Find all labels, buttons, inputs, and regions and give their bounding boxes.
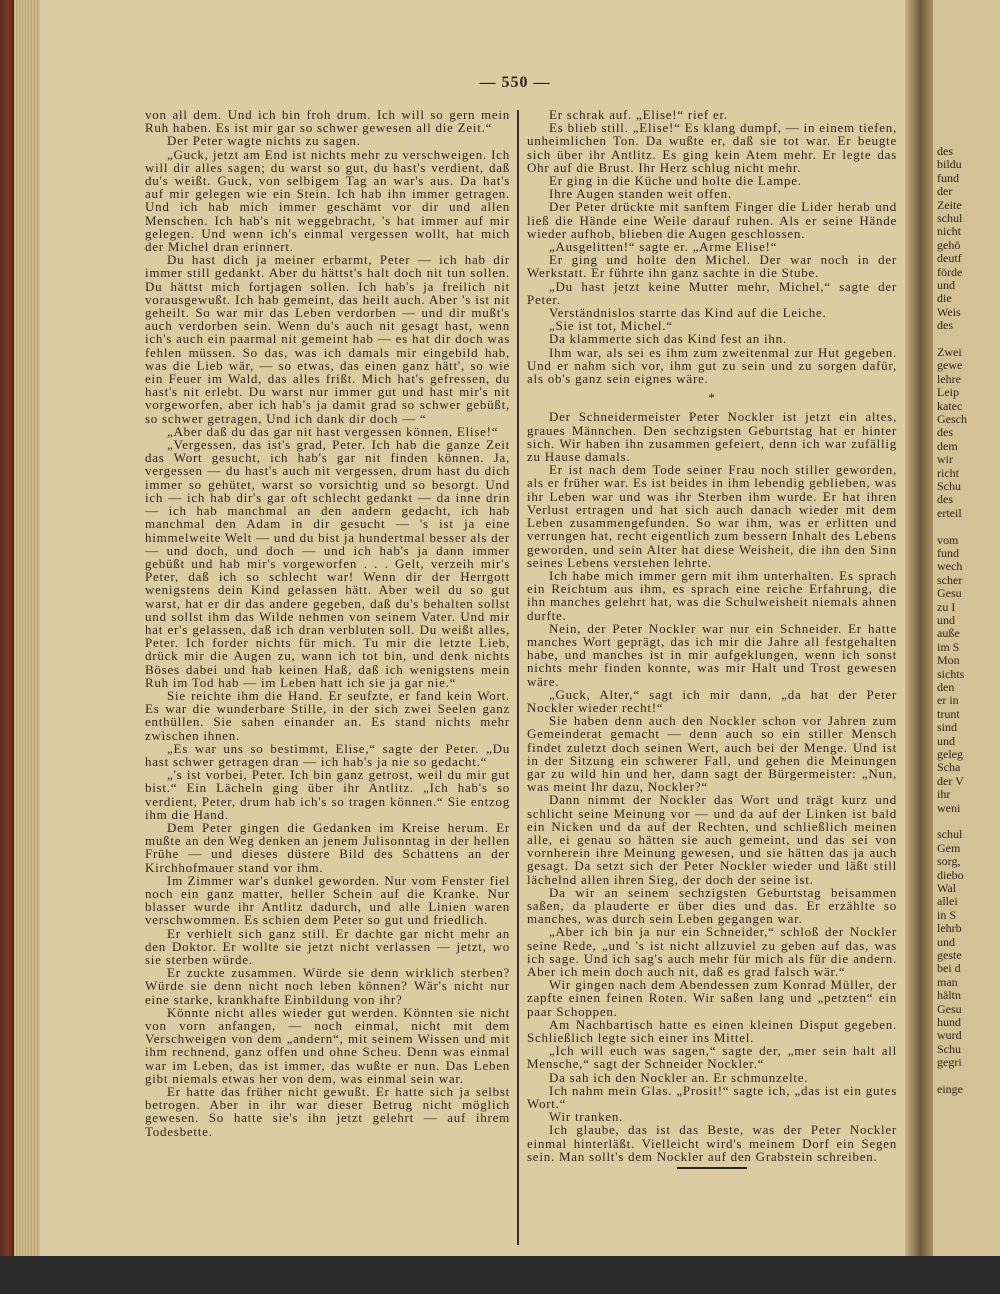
next-page-text-fragment: Scha <box>937 760 961 775</box>
paragraph: Ich habe mich immer gern mit ihm unterhalten. Es sprach ein Reichtum aus ihm, es sprach eine reiche Erfahrung, die ihn manches gelehrt hat, was die Schulweisheit niemals ahnen durfte. <box>527 567 897 623</box>
next-page-text-fragment: der V <box>937 773 964 788</box>
next-page-text-fragment: des <box>937 492 953 507</box>
next-page-text-fragment: dem <box>937 438 958 453</box>
next-page-edge <box>933 0 1000 1258</box>
next-page-text-fragment: wir <box>937 452 953 467</box>
page-number: — 550 — <box>479 74 551 91</box>
next-page-text-fragment: Leip <box>937 385 959 400</box>
next-page-text-fragment: des <box>937 318 953 333</box>
next-page-text-fragment: Gesu <box>937 586 962 601</box>
next-page-text-fragment: Gesu <box>937 1001 962 1016</box>
paragraph: Ihre Augen standen weit offen. <box>549 186 732 202</box>
next-page-text-fragment: und <box>937 934 955 949</box>
next-page-text-fragment: wurd <box>937 1028 962 1043</box>
paragraph: Verständnislos starrte das Kind auf die Leiche. <box>549 305 827 321</box>
paragraph: Ihm war, als sei es ihm zum zweitenmal zur Hut gegeben. Und er nahm sich vor, ihm gut zu sein und zu sorgen dafür, als ob's ganz sein eignes wäre. <box>527 344 897 387</box>
paragraph: „Du hast jetzt keine Mutter mehr, Michel,“ sagte der Peter. <box>527 278 897 307</box>
next-page-text-fragment: Wal <box>937 881 957 895</box>
paragraph: Er ging und holte den Michel. Der war noch in der Werkstatt. Er führte ihn ganz sachte in die Stube. <box>527 252 897 281</box>
next-page-text-fragment: man <box>937 974 958 989</box>
next-page-text-fragment: erteil <box>937 505 962 520</box>
next-page-text-fragment: gegri <box>937 1055 962 1070</box>
paragraph: „Ich will euch was sagen,“ sagte der, „mer sein halt all Mensche,“ sagt der Schneider Nockler.“ <box>527 1043 897 1072</box>
next-page-text-fragment: Gem <box>937 840 961 855</box>
paragraph: Im Zimmer war's dunkel geworden. Nur vom Fenster fiel noch ein ganz matter, heller Schein auf die Kranke. Nur blasser wurde ihr Antlitz dadurch, und alle Linien waren verschwommen. Es schien dem Peter so gut und friedlich. <box>145 872 510 928</box>
paragraph: Dem Peter gingen die Gedanken im Kreise herum. Er mußte an den Weg denken an jenem Julisonntag in der hellen Frühe — und dieses düstere Bild des Schattens an der Kirchhofmauer stand vor ihm. <box>145 819 510 875</box>
next-page-text-fragment: katec <box>937 398 963 413</box>
next-page-text-fragment: zu I <box>937 599 956 614</box>
paragraph: Der Peter wagte nichts zu sagen. <box>167 133 361 149</box>
paragraph: „Guck, Alter,“ sagt ich mir dann, „da hat der Peter Nockler wieder recht!“ <box>527 686 897 715</box>
paragraph: Nein, der Peter Nockler war nur ein Schneider. Er hatte manches Wort geprägt, das ich mir die Jahre all festgehalten habe, und manches ist in mir aufgeklungen, wenn ich sonst nichts mehr finden konnte, was mir Halt und Trost gewesen wäre. <box>527 620 897 689</box>
book-gutter <box>905 0 933 1294</box>
paragraph: „Es war uns so bestimmt, Elise,“ sagte der Peter. „Du hast schwer getragen dran — ich hab's ja nie so gedacht.“ <box>145 740 510 769</box>
next-page-text-fragment: hältn <box>937 988 961 1003</box>
next-page-text-fragment: allei <box>937 894 958 909</box>
next-page-text-fragment: gewe <box>937 358 963 373</box>
paragraph: Da klammerte sich das Kind fest an ihn. <box>549 331 787 347</box>
next-page-text-fragment: im S <box>937 639 960 654</box>
paragraph: von all dem. Und ich bin froh drum. Ich will so gern mein Ruh haben. Es ist mir gar so schwer gewesen all die Zeit.“ <box>145 107 510 136</box>
paragraph: Der Peter drückte mit sanftem Finger die Lider herab und ließ die Hände eine Weile darauf ruhen. Als er seine Hände wieder aufhob, blieben die Augen geschlossen. <box>527 199 897 241</box>
next-page-text-fragment: trunt <box>937 706 960 721</box>
next-page-text-fragment: und <box>937 613 955 627</box>
next-page-text-fragment: weni <box>937 800 961 815</box>
next-page-text-fragment: scher <box>937 572 963 587</box>
next-page-text-fragment: einge <box>937 1082 963 1096</box>
scan-background <box>0 1256 1000 1294</box>
next-page-text-fragment: auße <box>937 626 960 641</box>
paragraph: Sie haben denn auch den Nockler schon vor Jahren zum Gemeinderat gemacht — denn auch so ein stiller Mensch findet zuletzt doch seinen Wert, auch bei der Menge. Und ist in der Sitzung ein schwerer Fall, und gehen die Meinungen gar zu wild hin und her, dann sagt der Bürgermeister: „Nun, was meint Ihr dazu, Nockler?“ <box>527 713 897 795</box>
next-page-text-fragment: sichts <box>937 666 965 681</box>
book-binding <box>0 0 14 1294</box>
next-page-text-fragment: Gesch <box>937 412 967 426</box>
paragraph: Du hast dich ja meiner erbarmt, Peter — ich hab dir immer still gedankt. Aber du hättst's halt doch nit tun sollen. Du hättst mich fortjagen sollen. Ich hab's ja freilich nit vorausgewußt. Ich hab gemeint, das heilt auch. Aber 's ist nit geheilt. So war mir das Leben verdorben — und dir mußt's auch verdorben sein. Wenn du's auch nit gesagt hast, wenn ich's auch ein paarmal nit gemeint hab — es hat dir doch was fehlen müssen. So das, was ich damals mir eingebild hab, was die Lieb wär, — so etwas, das einen ganz hätt', so wie ein Feuer im Wald, das alles frißt. Mich hat's gefressen, du hast's nit erlebt. Du warst nur immer gut und hast mir's nit vorgeworfen, aber ich hab's ja damit grad so schwer gebüßt, so schwer getragen, Und ich dank dir doch — “ <box>145 252 510 426</box>
next-page-text-fragment: Zeite <box>937 197 962 212</box>
next-page-text-fragment: geleg <box>937 747 963 761</box>
paragraph: Es blieb still. „Elise!“ Es klang dumpf, — in einem tiefen, unheimlichen Ton. Da wußte er, daß sie tot war. Er beugte sich über ihr Antlitz. Es ging kein Atem mehr. Er legte das Ohr auf die Brust. Ihr Herz schlug nicht mehr. <box>527 120 897 175</box>
next-page-text-fragment: die <box>937 291 952 306</box>
next-page-text-fragment: sorg, <box>937 854 961 869</box>
next-page-text-fragment: nicht <box>937 224 961 239</box>
paragraph: Ich glaube, das ist das Beste, was der Peter Nockler einmal hinterläßt. Vielleicht wird's meinem Dorf ein Segen sein. Man sollt's dem Nockler auf den Grabstein schreiben. <box>527 1122 897 1164</box>
paragraph: Wir tranken. <box>549 1109 624 1125</box>
next-page-text-fragment: diebo <box>937 867 964 882</box>
paragraph: Er zuckte zusammen. Würde sie denn wirklich sterben? Würde sie denn nicht noch leben können? Wär's nicht nur eine starke, krankhafte Einbildung von ihr? <box>145 965 510 1007</box>
paragraph: Da sah ich den Nockler an. Er schmunzelte. <box>549 1069 809 1085</box>
next-page-text-fragment: geste <box>937 948 962 962</box>
next-page-text-fragment: lehrb <box>937 921 962 936</box>
paragraph: „Aber daß du das gar nit hast vergessen können, Elise!“ <box>167 423 499 439</box>
next-page-text-fragment: gehö <box>937 237 961 252</box>
next-page-text-fragment: Schu <box>937 479 961 493</box>
right-column <box>527 108 897 1169</box>
next-page-text-fragment: Schu <box>937 1041 961 1056</box>
paragraph: „Guck, jetzt am End ist nichts mehr zu verschweigen. Ich will dir alles sagen; du warst so gut, du hast's verdient, daß du's weißt. Guck, von selbigem Tag an war's aus. Da hat's auf mir gelegen wie ein Stein. Ich hab ihn immer getragen. Und ich hab mich immer geschämt vor dir und allen Menschen. Ich hab's nit weggebracht, 's hat immer auf mir gelegen. Und wenn ich's einmal vergessen wollt, hat mich der Michel dran erinnert. <box>145 146 510 255</box>
next-page-text-fragment: sind <box>937 720 958 735</box>
next-page-text-fragment: vom <box>937 532 959 547</box>
next-page-text-fragment: deutf <box>937 251 962 266</box>
next-page-text-fragment: ihr <box>937 787 951 802</box>
next-page-text-fragment: den <box>937 680 955 694</box>
paragraph: „Aber ich bin ja nur ein Schneider,“ schloß der Nockler seine Rede, „und 's ist nicht allzuviel zu geben auf das, was ich sage. Und ich sag's auch mehr für mich als für die andern. Aber ich mein doch auch nit, daß es grad falsch wär.“ <box>527 924 897 979</box>
paragraph: Sie reichte ihm die Hand. Er seufzte, er fand kein Wort. Es war die wunderbare Stille, in der sich zwei Seelen ganz enthüllen. Sie sahen einander an. Es stand nichts mehr zwischen ihnen. <box>145 687 510 743</box>
paragraph: Er ist nach dem Tode seiner Frau noch stiller geworden, als er früher war. Es ist beides in ihm lebendig geblieben, was ihr Leben war und was ihr Sterben ihm wurde. Er hat ihren Verlust ertragen und hat sich auch danach wieder mit dem Leben zusammengefunden. So war ihm, was er erlitten und verrungen hat, recht eigentlich zum bessern Inhalt des Lebens geworden, und sein Alter hat diese Weisheit, die ihn den Sinn seines Lebens verstehen lehrte. <box>527 462 897 570</box>
paragraph: Ich nahm mein Glas. „Prosit!“ sagte ich, „das ist ein gutes Wort.“ <box>527 1082 897 1112</box>
next-page-text-fragment: wech <box>937 559 963 574</box>
next-page-text-fragment: in S <box>937 907 957 922</box>
next-page-text-fragment: Zwei <box>937 345 962 359</box>
next-page-text-fragment: schul <box>937 827 963 842</box>
next-page-text-fragment: und <box>937 733 955 748</box>
end-of-story-rule <box>677 1167 747 1169</box>
left-column <box>145 108 510 1138</box>
right-column-part-1 <box>527 108 897 385</box>
next-page-text-fragment: des <box>937 425 953 440</box>
paragraph: Könnte nicht alles wieder gut werden. Könnten sie nicht von vorn anfangen, — noch einmal, nicht mit dem Verschweigen von dem „andern“, mit seinem Wissen und mit ihm rechnend, ganz offen und ohne Scheu. Denn was einmal war im Leben, das ist immer, das wußte er nun. Das Leben gibt niemals etwas her von dem, was einmal sein war. <box>145 1004 510 1086</box>
next-page-text-fragment: bildu <box>937 157 962 172</box>
next-page-text-fragment: Mon <box>937 653 960 668</box>
page-stack-edge <box>14 0 40 1294</box>
next-page-text-fragment: förde <box>937 264 963 279</box>
next-page-text-fragment: Weis <box>937 304 961 319</box>
paragraph: „Sie ist tot, Michel.“ <box>549 318 673 334</box>
next-page-text-fragment: schul <box>937 211 963 225</box>
paragraph: „'s ist vorbei, Peter. Ich bin ganz getrost, weil du mir gut bist.“ Ein Lächeln ging über ihr Antlitz. „Ich hab's so verdient, Peter, drum hab ich's so tragen können.“ Sie entzog ihm die Hand. <box>145 767 510 822</box>
next-page-text-fragment: er in <box>937 693 959 708</box>
paragraph: „Ausgelitten!“ sagte er. „Arme Elise!“ <box>549 239 778 255</box>
paragraph: Er ging in die Küche und holte die Lampe. <box>549 173 802 189</box>
next-page-text-fragment: fund <box>937 546 959 560</box>
paragraph: Er schrak auf. „Elise!“ rief er. <box>549 107 728 122</box>
paragraph: Am Nachbartisch hatte es einen kleinen Disput gegeben. Schließlich legte sich einer ins Mittel. <box>527 1016 897 1046</box>
paragraph: Wir gingen nach dem Abendessen zum Konrad Müller, der zapfte einen feinen Roten. Wir saßen lang und „petzten“ ein paar Schoppen. <box>527 977 897 1019</box>
next-page-text-fragment: richt <box>937 465 959 480</box>
next-page-text-fragment: des <box>937 144 953 158</box>
column-divider <box>517 110 519 1245</box>
next-page-text-fragment: bei d <box>937 961 961 976</box>
section-break-asterisk: * <box>708 390 716 406</box>
next-page-text-fragment: hund <box>937 1015 961 1029</box>
next-page-text-fragment: der <box>937 184 953 199</box>
next-page-text-fragment: fund <box>937 170 959 185</box>
paragraph: Er hatte das früher nicht gewußt. Er hatte sich ja selbst betrogen. Aber in ihr war dieser Betrug nicht möglich gewesen. So hatte sie's ihn jetzt gelehrt — auf ihrem Todesbette. <box>145 1084 510 1139</box>
right-column-part-2 <box>527 410 897 1163</box>
paragraph: Er verhielt sich ganz still. Er dachte gar nicht mehr an den Doktor. Er wollte sie jetzt nicht verlassen — jetzt, wo sie sterben würde. <box>145 925 510 967</box>
paragraph: Da wir an seinem sechzigsten Geburtstag beisammen saßen, da plauderte er über dies und das. Er erzählte so manches, was durch sein Leben gegangen war. <box>527 884 897 927</box>
paragraph: Der Schneidermeister Peter Nockler ist jetzt ein altes, graues Männchen. Den sechzigsten Geburtstag hat er hinter sich. Wir haben ihn zusammen gefeiert, denn ich war zufällig zu Hause damals. <box>527 409 897 465</box>
next-page-text-fragment: lehre <box>937 371 961 386</box>
paragraph: Dann nimmt der Nockler das Wort und trägt kurz und schlicht seine Meinung vor — und da auf der Linken ist bald ein Nicken und da auf der Rechten, und schließlich meinen alle, ei genau so hätten sie auch gemeint, und das sei von vornherein ihre Meinung gewesen, und sie hätten das ja auch gesagt. Da setzt sich der Peter Nockler wieder und läßt still lächelnd allen ihren Sieg, der doch der seine ist. <box>527 792 897 887</box>
next-page-text-fragment: und <box>937 278 955 292</box>
paragraph: „Vergessen, das ist's grad, Peter. Ich hab die ganze Zeit das Wort gesucht, ich hab's gar nit finden können. Ja, vergessen — du hast's auch nit vergessen, drum hast du dich immer so gehütet, warst so vorsichtig und so besorgt. Und ich — ich hab dir's gar oft schlecht gedankt — da inne drin — ich hab manchmal an den andern gedacht, ich hab manchmal den Adam in dir gesucht — 's ist ja eine himmelweite Welt — und du bist ja hundertmal besser als der — und doch, und doch — und ich hab's ja dann immer gebüßt und hab mir's vorgeworfen . . . Gelt, verzeih mir's Peter, daß ich so schlecht war! Wenn dir der Herrgott wenigstens dein Kind gelassen hätt. Aber weil du so gut warst, hat er dir das andere gegeben, daß du's behalten sollst und sollst ihm das Wilde nehmen von seinem Vater. Und mir hat er's gelassen, daß ich dran verbluten soll. Du weißt alles, Peter. Ich forder nichts für mich. Tu mir die letzte Lieb, drück mir die Augen zu, wann ich tot bin, und denk nichts Böses dabei und hab keinen Haß, daß ich wenigstens mein Ruh im Tod hab — im Leben hatt ich sie ja gar nie.“ <box>145 437 511 690</box>
